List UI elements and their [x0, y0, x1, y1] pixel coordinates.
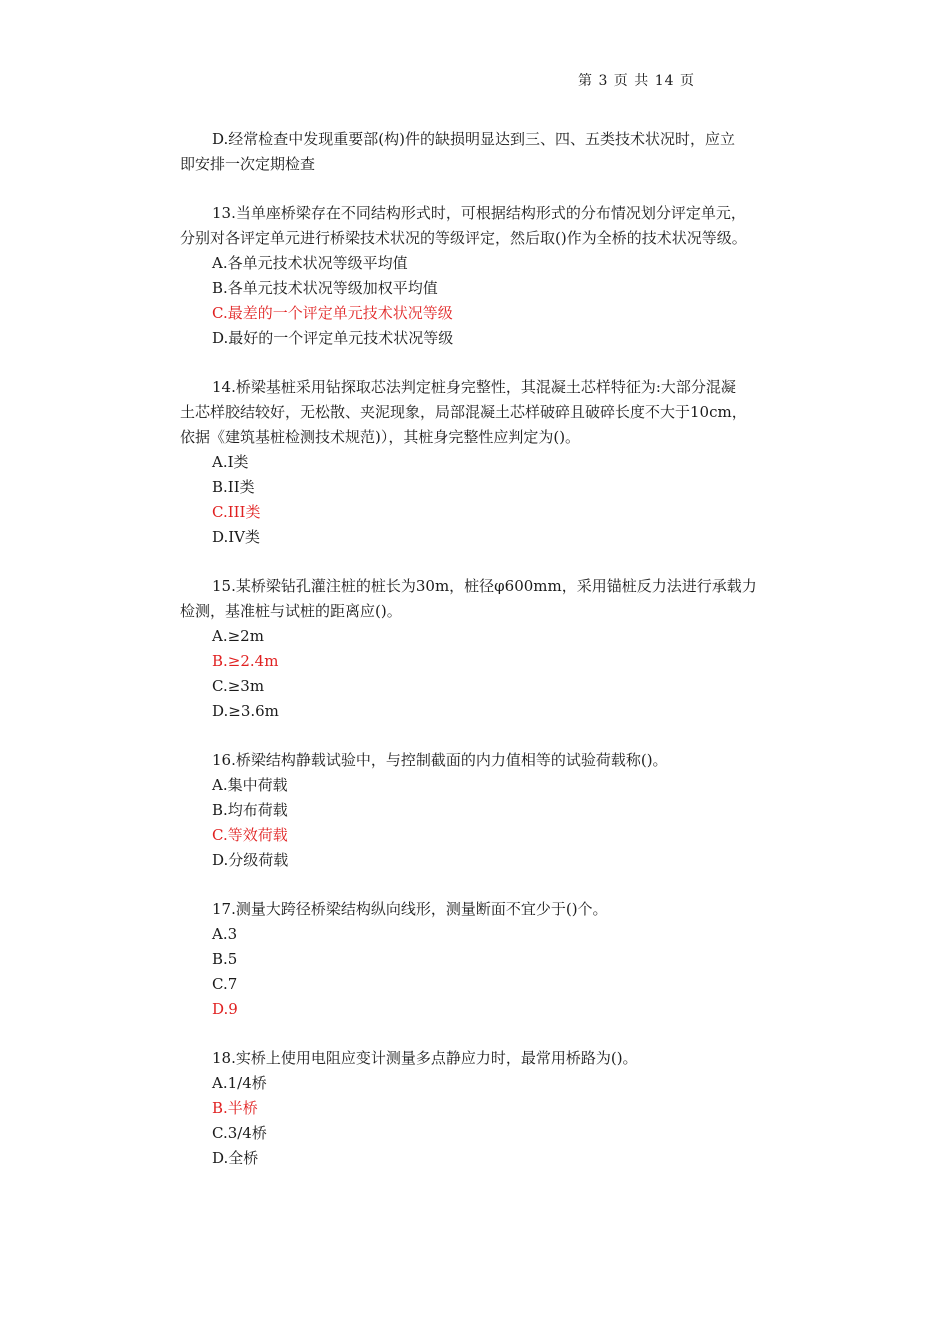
question-block [180, 375, 810, 550]
answer-option: D.全桥 [212, 1149, 259, 1167]
question-block [180, 897, 810, 1022]
answer-option: B.各单元技术状况等级加权平均值 [212, 279, 438, 297]
answer-option: C.≥3m [212, 677, 265, 695]
question-list [180, 177, 810, 1171]
answer-option: A.I类 [212, 453, 249, 471]
question-stem-first-line: 17.测量大跨径桥梁结构纵向线形，测量断面不宜少于()个。 [212, 900, 608, 918]
question-stem-first-line: 18.实桥上使用电阻应变计测量多点静应力时，最常用桥路为()。 [212, 1049, 638, 1067]
question-stem-line: 检测，基准桩与试桩的距离应()。 [180, 602, 402, 620]
answer-option: D.分级荷载 [212, 851, 289, 869]
document-body [180, 127, 810, 1171]
answer-option: A.1/4桥 [212, 1074, 267, 1092]
answer-option-correct: B.半桥 [212, 1099, 258, 1117]
answer-option: D.IV类 [212, 528, 261, 546]
answer-option: C.3/4桥 [212, 1124, 267, 1142]
question-stem-line: 土芯样胶结较好，无松散、夹泥现象，局部混凝土芯样破碎且破碎长度不大于10cm， [180, 403, 747, 421]
answer-option: B.5 [212, 950, 238, 968]
answer-option-correct: C.III类 [212, 503, 261, 521]
answer-option: D.≥3.6m [212, 702, 279, 720]
question-stem-first-line: 14.桥梁基桩采用钻探取芯法判定桩身完整性，其混凝土芯样特征为:大部分混凝 [212, 378, 736, 396]
question-stem-first-line: 15.某桥梁钻孔灌注桩的桩长为30m，桩径φ600mm，采用锚桩反力法进行承载力 [212, 577, 757, 595]
answer-option-correct: D.9 [212, 1000, 238, 1018]
answer-option-correct: C.等效荷载 [212, 826, 288, 844]
previous-question-option-d-line2: 即安排一次定期检查 [180, 155, 316, 173]
answer-option-correct: C.最差的一个评定单元技术状况等级 [212, 304, 453, 322]
answer-option: C.7 [212, 975, 238, 993]
page-number-header: 第 3 页 共 14 页 [578, 73, 695, 89]
answer-option: D.最好的一个评定单元技术状况等级 [212, 329, 454, 347]
answer-option: A.3 [212, 925, 238, 943]
question-stem-first-line: 16.桥梁结构静载试验中，与控制截面的内力值相等的试验荷载称()。 [212, 751, 668, 769]
question-stem-line: 分别对各评定单元进行桥梁技术状况的等级评定，然后取()作为全桥的技术状况等级。 [180, 229, 747, 247]
answer-option: A.≥2m [212, 627, 264, 645]
question-block [180, 574, 810, 724]
question-stem-line: 依据《建筑基桩检测技术规范)），其桩身完整性应判定为()。 [180, 428, 581, 446]
question-spacer [180, 873, 810, 897]
question-spacer [180, 177, 810, 201]
answer-option: B.均布荷载 [212, 801, 288, 819]
question-block [180, 748, 810, 873]
question-block [180, 201, 810, 351]
question-block [180, 1046, 810, 1171]
answer-option: A.集中荷载 [212, 776, 288, 794]
answer-option: A.各单元技术状况等级平均值 [212, 254, 408, 272]
answer-option-correct: B.≥2.4m [212, 652, 279, 670]
question-spacer [180, 724, 810, 748]
question-spacer [180, 550, 810, 574]
previous-question-option-d-line1: D.经常检查中发现重要部(构)件的缺损明显达到三、四、五类技术状况时，应立 [212, 130, 735, 148]
question-spacer [180, 351, 810, 375]
question-spacer [180, 1022, 810, 1046]
answer-option: B.II类 [212, 478, 255, 496]
question-stem-first-line: 13.当单座桥梁存在不同结构形式时，可根据结构形式的分布情况划分评定单元， [212, 204, 746, 222]
